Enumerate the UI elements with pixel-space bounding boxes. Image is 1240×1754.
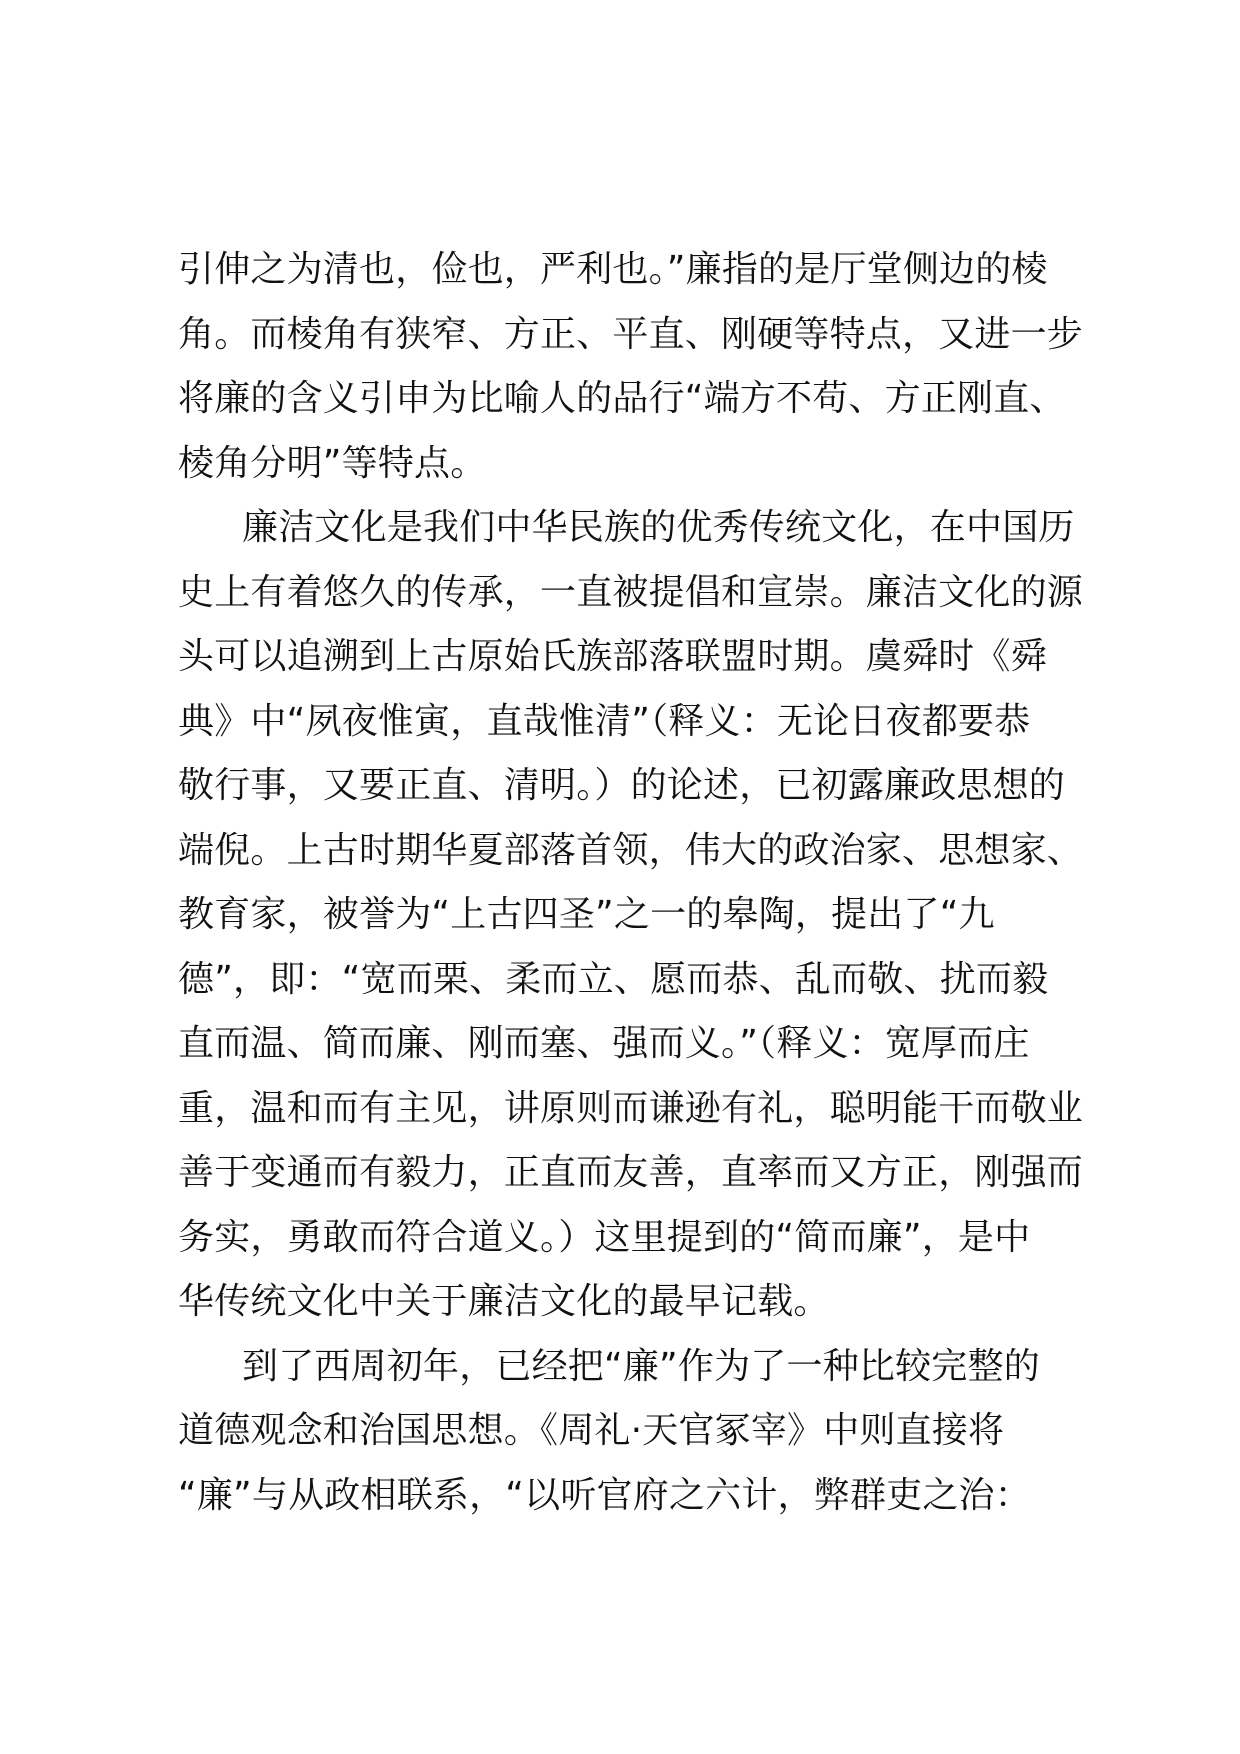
document-body <box>178 238 1088 1528</box>
text-line: 角。而棱角有狭窄、方正、平直、刚硬等特点，又进一步 <box>178 313 1084 355</box>
paragraph-first-line: 到了西周初年，已经把“廉”作为了一种比较完整的 <box>242 1345 1040 1387</box>
text-line: 典》中“夙夜惟寅，直哉惟清”（释义：无论日夜都要恭 <box>178 700 1031 742</box>
text-line: 德”，即：“宽而栗、柔而立、愿而恭、乱而敬、扰而毅 <box>178 958 1049 1000</box>
text-line: 直而温、简而廉、刚而塞、强而义。”（释义：宽厚而庄 <box>178 1023 1030 1064</box>
text-line: “廉”与从政相联系，“以听官府之六计，弊群吏之治： <box>178 1474 1031 1516</box>
text-line: 敬行事，又要正直、清明。）的论述，已初露廉政思想的 <box>178 765 1066 806</box>
text-line: 将廉的含义引申为比喻人的品行“端方不苟、方正刚直、 <box>178 378 1066 419</box>
paragraph-first-line: 廉洁文化是我们中华民族的优秀传统文化，在中国历 <box>242 507 1075 548</box>
text-line: 引伸之为清也，俭也，严利也。”廉指的是厅堂侧边的棱 <box>178 249 1048 290</box>
text-line: 善于变通而有毅力，正直而友善，直率而又方正，刚强而 <box>178 1152 1084 1193</box>
text-line: 端倪。上古时期华夏部落首领，伟大的政治家、思想家、 <box>178 829 1084 871</box>
text-line: 头可以追溯到上古原始氏族部落联盟时期。虞舜时《舜 <box>178 636 1047 677</box>
text-line: 重，温和而有主见，讲原则而谦逊有礼，聪明能干而敬业 <box>178 1087 1084 1129</box>
text-line: 华传统文化中关于廉洁文化的最早记载。 <box>178 1281 830 1322</box>
text-line: 道德观念和治国思想。《周礼·天官冢宰》中则直接将 <box>178 1410 1005 1451</box>
text-line: 棱角分明”等特点。 <box>178 442 487 484</box>
text-line: 教育家，被誉为“上古四圣”之一的皋陶，提出了“九 <box>178 894 995 935</box>
text-line: 史上有着悠久的传承，一直被提倡和宣崇。廉洁文化的源 <box>178 571 1084 613</box>
text-line: 务实，勇敢而符合道义。）这里提到的“简而廉”，是中 <box>178 1216 1031 1258</box>
